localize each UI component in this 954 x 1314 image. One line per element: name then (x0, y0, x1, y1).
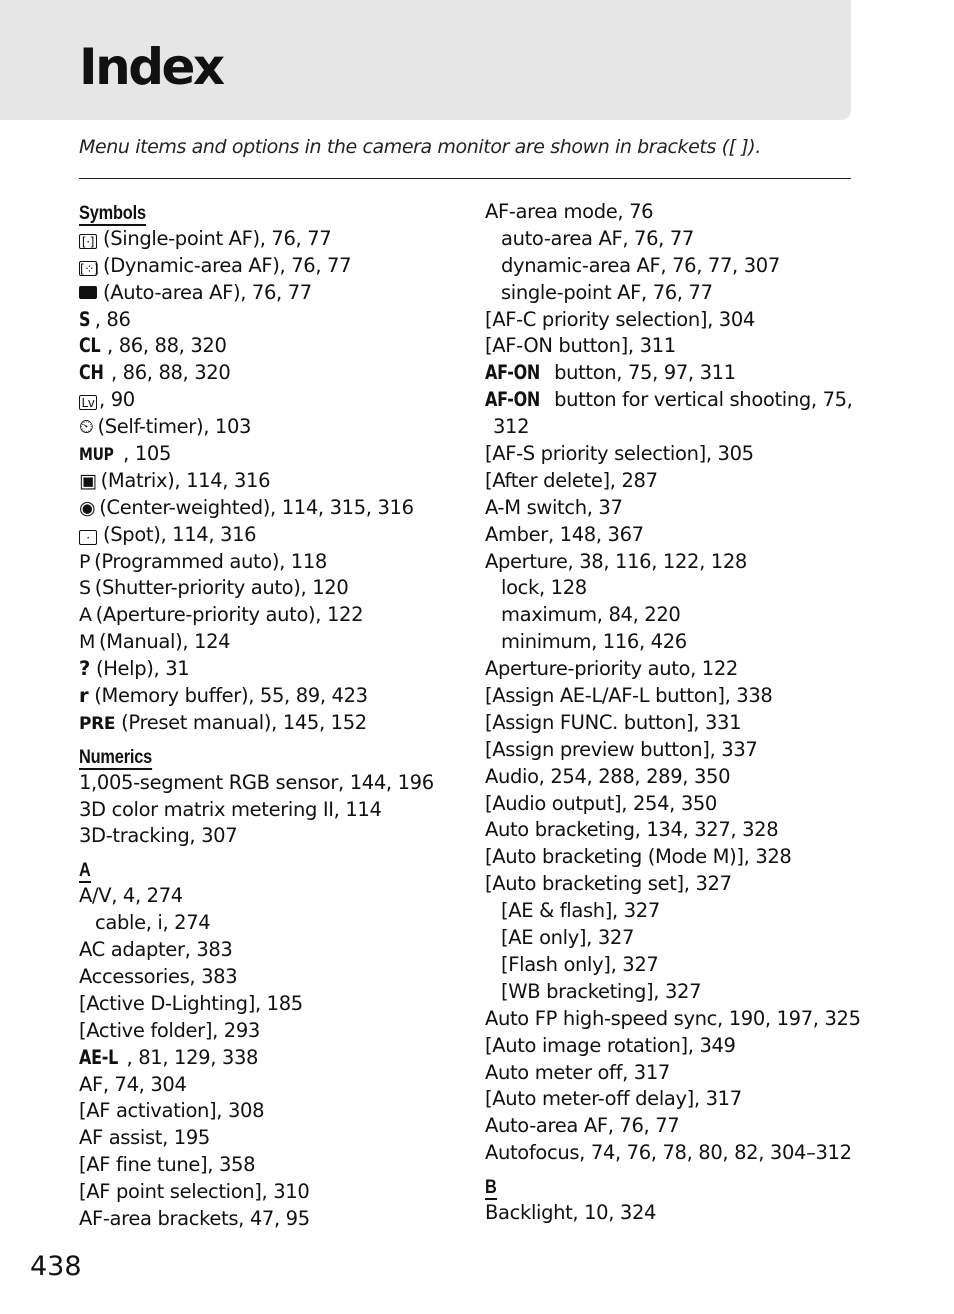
index-entry: AF-ON button for vertical shooting, 75, (485, 387, 865, 414)
index-subentry: cable, i, 274 (95, 911, 211, 935)
aperture-priority-a-icon: A (79, 604, 92, 627)
preset-manual-icon: PRE (79, 713, 116, 734)
index-entry: [AF fine tune], 358 (79, 1153, 256, 1177)
continuous-low-icon: CL (79, 334, 101, 358)
index-entry: [Active D-Lighting], 185 (79, 991, 303, 1015)
index-column-left (79, 199, 474, 1233)
section-heading-b: B (485, 1176, 497, 1198)
index-entry: [AF-ON button], 311 (485, 334, 676, 358)
index-entry: [Assign preview button], 337 (485, 737, 758, 761)
index-entry: r (Memory buffer), 55, 89, 423 (79, 683, 474, 710)
index-entry: (Auto-area AF), 76, 77 (79, 280, 474, 307)
section-heading-symbols: Symbols (79, 202, 146, 224)
index-entry-continuation: 312 (493, 415, 530, 439)
index-subentry: [AE only], 327 (501, 926, 635, 950)
memory-buffer-icon: r (79, 684, 89, 708)
index-entry: Auto bracketing, 134, 327, 328 (485, 818, 779, 842)
index-entry: ⏲ (Self-timer), 103 (79, 414, 474, 441)
header-divider (79, 178, 851, 179)
mirror-up-icon: MUP (79, 445, 114, 466)
manual-m-icon: M (79, 631, 96, 654)
ae-l-button-label: AE-L (79, 1045, 118, 1069)
shutter-priority-s-icon: S (79, 577, 91, 600)
index-subentry: lock, 128 (501, 576, 587, 600)
index-entry: Backlight, 10, 324 (485, 1200, 657, 1224)
index-entry: [Auto meter-off delay], 317 (485, 1087, 742, 1111)
index-subentry: minimum, 116, 426 (501, 630, 687, 654)
index-entry: 3D color matrix metering II, 114 (79, 797, 382, 821)
index-entry: A/V, 4, 274 (79, 884, 183, 908)
af-on-button-label: AF-ON (485, 361, 540, 385)
index-entry: 1,005-segment RGB sensor, 144, 196 (79, 770, 434, 794)
dynamic-area-af-icon: [⁘] (80, 261, 99, 276)
spot-metering-icon: · (79, 530, 97, 545)
index-entry: AF-area brackets, 47, 95 (79, 1206, 310, 1230)
index-entry: [Auto bracketing set], 327 (485, 872, 732, 896)
index-entry: ◉ (Center-weighted), 114, 315, 316 (79, 495, 474, 522)
page-title: Index (79, 38, 223, 96)
index-entry: A-M switch, 37 (485, 495, 623, 519)
index-entry: A (Aperture-priority auto), 122 (79, 602, 474, 629)
index-entry: Aperture, 38, 116, 122, 128 (485, 549, 747, 573)
index-subentry: dynamic-area AF, 76, 77, 307 (501, 253, 780, 277)
index-entry: CL , 86, 88, 320 (79, 333, 474, 360)
index-entry: ▣ (Matrix), 114, 316 (79, 468, 474, 495)
center-weighted-icon: ◉ (79, 496, 96, 519)
index-subentry: maximum, 84, 220 (501, 603, 681, 627)
index-entry: Amber, 148, 367 (485, 522, 644, 546)
index-entry: CH , 86, 88, 320 (79, 360, 474, 387)
index-entry: ? (Help), 31 (79, 656, 474, 683)
index-entry: Audio, 254, 288, 289, 350 (485, 764, 731, 788)
index-entry: [AF-S priority selection], 305 (485, 442, 754, 466)
section-heading-numerics: Numerics (79, 746, 153, 768)
continuous-high-icon: CH (79, 361, 104, 385)
section-heading-a: A (79, 860, 91, 882)
index-entry: [·] (Single-point AF), 76, 77 (79, 226, 474, 253)
index-entry: [Assign AE-L/AF-L button], 338 (485, 684, 773, 708)
index-entry: S , 86 (79, 307, 474, 334)
index-entry: AF-area mode, 76 (485, 200, 654, 223)
index-subentry: auto-area AF, 76, 77 (501, 226, 694, 250)
index-entry: M (Manual), 124 (79, 629, 474, 656)
index-entry: [AF activation], 308 (79, 1099, 265, 1123)
index-entry: Autofocus, 74, 76, 78, 80, 82, 304–312 (485, 1141, 852, 1165)
index-entry: AF assist, 195 (79, 1126, 210, 1150)
index-entry: [Audio output], 254, 350 (485, 791, 717, 815)
index-entry: Aperture-priority auto, 122 (485, 657, 738, 681)
index-entry: 3D-tracking, 307 (79, 824, 238, 848)
index-subentry: [Flash only], 327 (501, 952, 659, 976)
index-entry: Auto FP high-speed sync, 190, 197, 325 (485, 1006, 861, 1030)
index-entry: AE-L , 81, 129, 338 (79, 1045, 474, 1072)
index-entry: [Assign FUNC. button], 331 (485, 710, 742, 734)
index-entry: Accessories, 383 (79, 964, 238, 988)
af-on-button-label: AF-ON (485, 388, 540, 412)
index-entry: S (Shutter-priority auto), 120 (79, 575, 474, 602)
index-entry: [After delete], 287 (485, 468, 658, 492)
index-subentry: single-point AF, 76, 77 (501, 280, 713, 304)
index-subentry: [WB bracketing], 327 (501, 979, 702, 1003)
index-subentry: [AE & flash], 327 (501, 899, 660, 923)
index-entry: [AF point selection], 310 (79, 1180, 310, 1204)
index-entry: P (Programmed auto), 118 (79, 549, 474, 576)
index-column-right (485, 199, 865, 1227)
programmed-auto-p-icon: P (79, 550, 91, 573)
page-number: 438 (30, 1251, 82, 1282)
index-entry: [⁘] (Dynamic-area AF), 76, 77 (80, 253, 352, 277)
index-entry: AF-ON button, 75, 97, 311 (485, 360, 865, 387)
index-entry: [Auto image rotation], 349 (485, 1033, 736, 1057)
single-point-af-icon: [·] (79, 234, 97, 249)
matrix-metering-icon: ▣ (79, 469, 97, 492)
index-entry: AF, 74, 304 (79, 1072, 187, 1096)
index-entry: AC adapter, 383 (79, 938, 233, 962)
index-entry: PRE (Preset manual), 145, 152 (79, 710, 474, 737)
self-timer-icon: ⏲ (79, 416, 94, 439)
index-entry: Auto meter off, 317 (485, 1060, 670, 1084)
help-icon: ? (79, 657, 90, 681)
index-subtitle: Menu items and options in the camera monitor are shown in brackets ([ ]). (79, 136, 761, 158)
auto-area-af-icon (79, 286, 97, 299)
index-entry: Auto-area AF, 76, 77 (485, 1114, 680, 1138)
index-entry: [Auto bracketing (Mode M)], 328 (485, 845, 792, 869)
index-entry: [Active folder], 293 (79, 1018, 260, 1042)
live-view-icon: Lv (79, 395, 97, 410)
index-entry: Lv , 90 (79, 387, 474, 414)
index-entry: [AF-C priority selection], 304 (485, 307, 755, 331)
index-entry: · (Spot), 114, 316 (79, 522, 474, 549)
index-entry: MUP , 105 (79, 441, 474, 468)
single-frame-s-icon: S (79, 307, 91, 331)
